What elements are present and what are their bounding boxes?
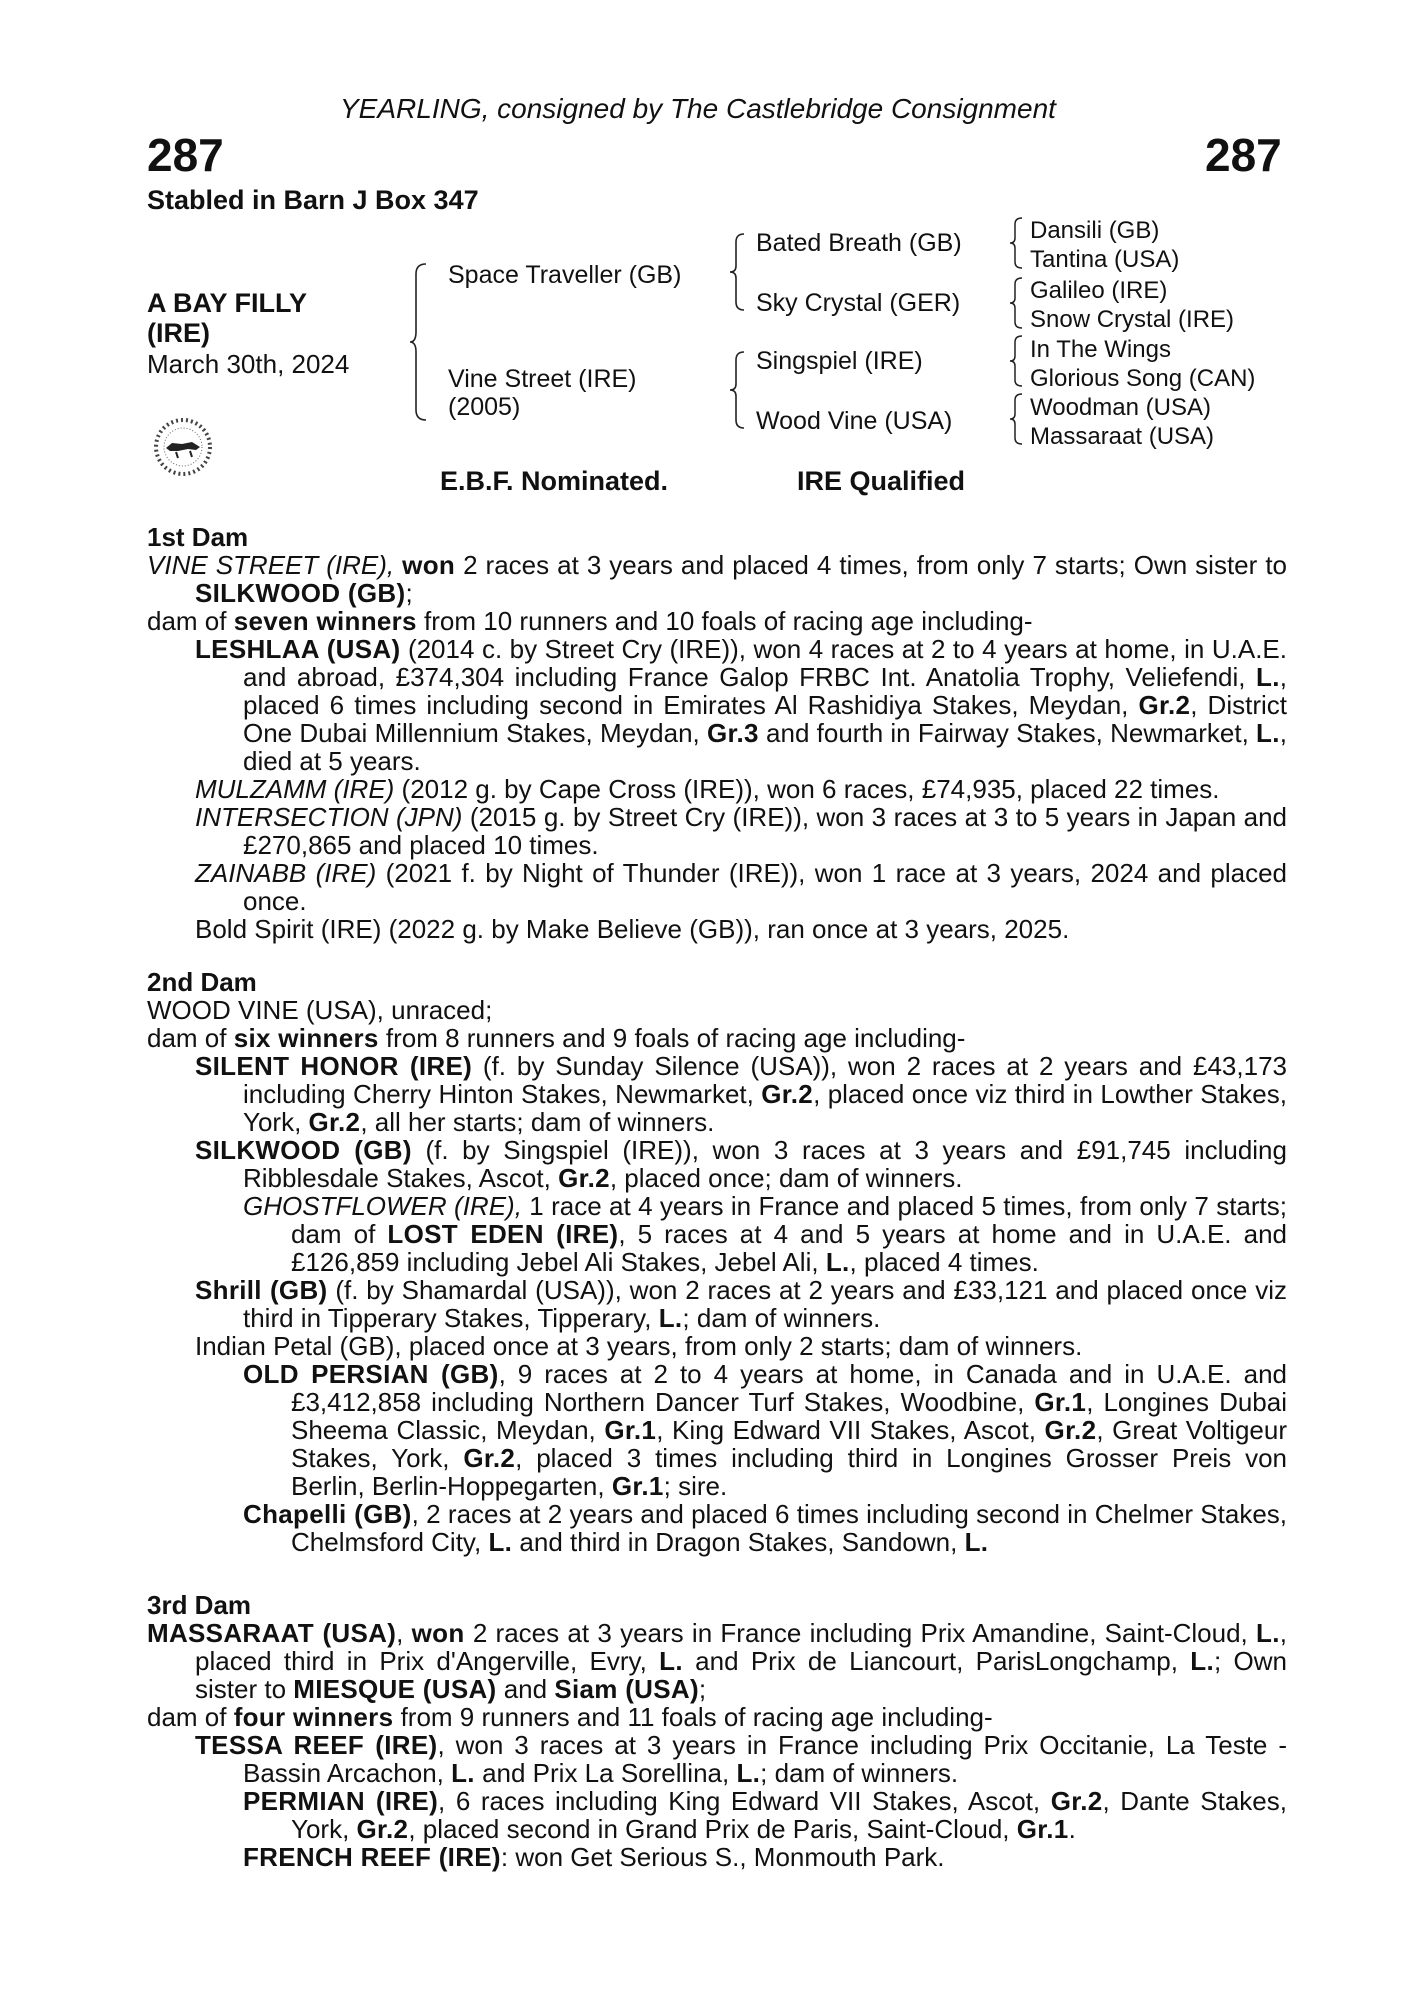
second-dam-progeny-2: SILKWOOD (GB) (f. by Singspiel (IRE)), won 3 races at 3 years and £91,745 including Ribblesdale Stakes, Ascot, Gr.2, placed once; dam of winners. (195, 1135, 1287, 1193)
pedigree-gg8: Massaraat (USA) (1030, 423, 1215, 450)
second-dam-progeny-3: Shrill (GB) (f. by Shamardal (USA)), won 2 races at 2 years and £33,121 and placed once viz third in Tipperary Stakes, Tipperary, L.; dam of winners. (195, 1275, 1287, 1333)
pedigree-brace-g1 (1008, 216, 1024, 270)
first-dam-progeny-4: ZAINABB (IRE) (2021 f. by Night of Thunder (IRE)), won 1 race at 3 years, 2024 and placed once. (195, 858, 1287, 916)
second-dam-progeny-4: Indian Petal (GB), placed once at 3 years, from only 2 starts; dam of winners. (195, 1331, 1083, 1361)
pedigree-gg5: In The Wings (1030, 336, 1171, 363)
pedigree-brace-sire (728, 232, 748, 312)
second-dam-granddaughter-1: GHOSTFLOWER (IRE), 1 race at 4 years in France and placed 5 times, from only 7 starts; dam of LOST EDEN (IRE), 5 races at 4 and 5 years at home and in U.A.E. and £126,859 including Jebel Ali Stakes, Jebel Ali, L., placed 4 times. (243, 1191, 1288, 1277)
lot-number-right: 287 (1205, 129, 1282, 181)
third-dam-granddaughter-2: FRENCH REEF (IRE): won Get Serious S., Monmouth Park. (243, 1842, 945, 1872)
pedigree-gg3: Galileo (IRE) (1030, 277, 1168, 304)
third-dam-intro: MASSARAAT (USA), won 2 races at 3 years in France including Prix Amandine, Saint-Cloud, L., placed third in Prix d'Angerville, Evry, L. and Prix de Liancourt, ParisLongchamp, L.; Own sister to MIESQUE (USA) and Siam (USA); (147, 1618, 1287, 1704)
third-dam-heading: 3rd Dam (147, 1590, 252, 1620)
ire-qualified-notice: IRE Qualified (797, 466, 966, 496)
foaling-date: March 30th, 2024 (147, 349, 350, 379)
pedigree-dam-sire: Singspiel (IRE) (756, 347, 923, 375)
first-dam-dam-of: dam of seven winners from 10 runners and 10 foals of racing age including- (147, 606, 1033, 636)
pedigree-brace-g4 (1008, 392, 1024, 446)
first-dam-progeny-2: MULZAMM (IRE) (2012 g. by Cape Cross (IRE)), won 6 races, £74,935, placed 22 times. (195, 774, 1220, 804)
pedigree-sire: Space Traveller (GB) (448, 261, 682, 289)
pedigree-sire-dam: Sky Crystal (GER) (756, 289, 961, 317)
pedigree-dam-year: (2005) (448, 393, 521, 421)
second-dam-dam-of: dam of six winners from 8 runners and 9 foals of racing age including- (147, 1023, 966, 1053)
first-dam-progeny-5: Bold Spirit (IRE) (2022 g. by Make Believe (GB)), ran once at 3 years, 2025. (195, 914, 1070, 944)
pedigree-dam: Vine Street (IRE) (448, 365, 637, 393)
second-dam-progeny-1: SILENT HONOR (IRE) (f. by Sunday Silence (USA)), won 2 races at 2 years and £43,173 including Cherry Hinton Stakes, Newmarket, Gr.2, placed once viz third in Lowther Stakes, York, Gr.2, all her starts; dam of winners. (195, 1051, 1287, 1137)
second-dam-section (147, 968, 1287, 1556)
pedigree-gg6: Glorious Song (CAN) (1030, 365, 1256, 392)
first-dam-intro: VINE STREET (IRE), won 2 races at 3 years and placed 4 times, from only 7 starts; Own sister to SILKWOOD (GB); (147, 550, 1287, 608)
third-dam-dam-of: dam of four winners from 9 runners and 11 foals of racing age including- (147, 1702, 993, 1732)
second-dam-granddaughter-3: Chapelli (GB), 2 races at 2 years and placed 6 times including second in Chelmer Stakes, Chelmsford City, L. and third in Dragon Stakes, Sandown, L. (243, 1499, 1287, 1557)
third-dam-granddaughter-1: PERMIAN (IRE), 6 races including King Edward VII Stakes, Ascot, Gr.2, Dante Stakes, York, Gr.2, placed second in Grand Prix de Paris, Saint-Cloud, Gr.1. (243, 1786, 1287, 1844)
horse-name-line1: A BAY FILLY (147, 288, 308, 318)
pedigree-gg7: Woodman (USA) (1030, 394, 1211, 421)
ebf-nominated-notice: E.B.F. Nominated. (440, 466, 669, 496)
horse-name-line2: (IRE) (147, 318, 210, 348)
first-dam-progeny-1: LESHLAA (USA) (2014 c. by Street Cry (IRE)), won 4 races at 2 to 4 years at home, in U.A.E. and abroad, £374,304 including France Galop FRBC Int. Anatolia Trophy, Veliefendi, L., placed 6 times including second in Emirates Al Rashidiya Stakes, Meydan, Gr.2, District One Dubai Millennium Stakes, Meydan, Gr.3 and fourth in Fairway Stakes, Newmarket, L., died at 5 years. (195, 634, 1287, 776)
first-dam-heading: 1st Dam (147, 522, 249, 552)
pedigree-sire-sire: Bated Breath (GB) (756, 229, 962, 257)
stabled-line: Stabled in Barn J Box 347 (147, 185, 479, 215)
pedigree-gg4: Snow Crystal (IRE) (1030, 306, 1235, 333)
first-dam-progeny-3: INTERSECTION (JPN) (2015 g. by Street Cry (IRE)), won 3 races at 3 to 5 years in Japan and £270,865 and placed 10 times. (195, 802, 1287, 860)
pedigree-dam-dam: Wood Vine (USA) (756, 407, 953, 435)
pedigree-gg1: Dansili (GB) (1030, 217, 1160, 244)
first-dam-section (147, 523, 1287, 943)
lot-number-left: 287 (147, 129, 224, 181)
pedigree-brace-main (408, 262, 430, 422)
pedigree-brace-g2 (1008, 276, 1024, 330)
pedigree-gg2: Tantina (USA) (1030, 246, 1180, 273)
second-dam-heading: 2nd Dam (147, 967, 257, 997)
third-dam-section (147, 1591, 1287, 1871)
pedigree-brace-g3 (1008, 334, 1024, 388)
consignment-line: YEARLING, consigned by The Castlebridge Consignment (340, 93, 1056, 124)
second-dam-granddaughter-2: OLD PERSIAN (GB), 9 races at 2 to 4 years at home, in Canada and in U.A.E. and £3,412,858 including Northern Dancer Turf Stakes, Woodbine, Gr.1, Longines Dubai Sheema Classic, Meydan, Gr.1, King Edward VII Stakes, Ascot, Gr.2, Great Voltigeur Stakes, York, Gr.2, placed 3 times including third in Longines Grosser Preis von Berlin, Berlin-Hoppegarten, Gr.1; sire. (243, 1359, 1287, 1501)
ebf-seal-icon (148, 412, 218, 482)
pedigree-brace-dam (728, 350, 748, 430)
second-dam-intro: WOOD VINE (USA), unraced; (147, 995, 493, 1025)
third-dam-progeny-1: TESSA REEF (IRE), won 3 races at 3 years in France including Prix Occitanie, La Teste - Bassin Arcachon, L. and Prix La Sorellina, L.; dam of winners. (195, 1730, 1288, 1788)
